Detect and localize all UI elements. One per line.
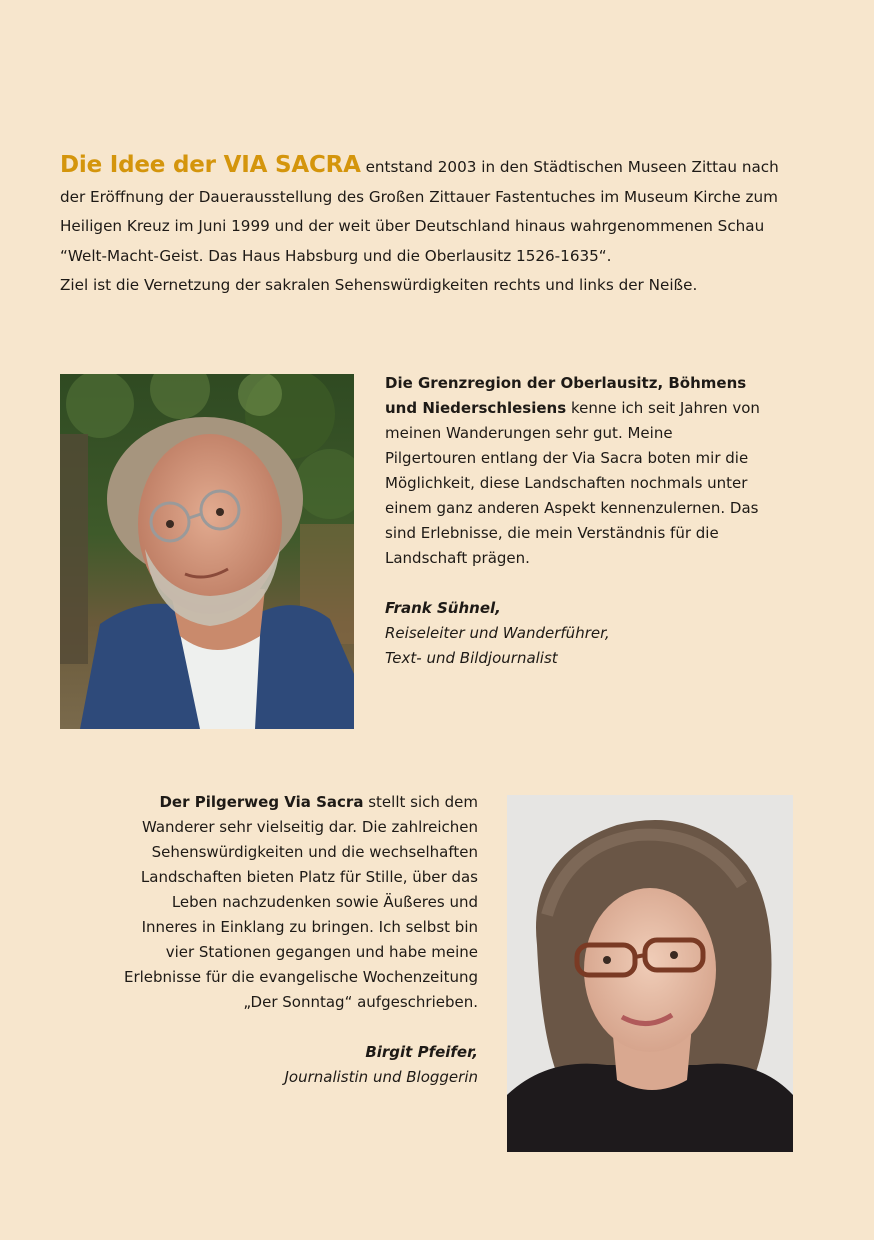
- intro-text: entstand 2003 in den Städtischen Museen Zittau nach der Eröffnung der Dauerausstellung des Großen Zittauer Fastentuches im Museum Kirche zum Heiligen Kreuz im Juni 1999 und der weit über Deutschland hinaus wahrgenommenen Schau “Welt-Macht-Geist. Das Haus Habsburg und die Oberlausitz 1526-1635“.: [60, 158, 779, 265]
- testimonial-1-role-line2: Text- und Bildjournalist: [385, 649, 558, 667]
- testimonial-1-author: Frank Sühnel,: [385, 599, 501, 617]
- testimonial-2-author: Birgit Pfeifer,: [365, 1043, 478, 1061]
- intro-section: [60, 151, 805, 301]
- testimonial-2-text: stellt sich dem Wanderer sehr vielseitig dar. Die zahlreichen Sehenswürdigkeiten und die wechselhaften Landschaften bieten Platz für Stille, über das Leben nachzudenken sowie Äußeres und Inneres in Einklang zu bringen. Ich selbst bin vier Stationen gegangen und habe meine Erlebnisse für die evangelische Wochenzeitung „Der Sonntag“ aufgeschrieben.: [123, 793, 478, 1011]
- intro-goal: Ziel ist die Vernetzung der sakralen Sehenswürdigkeiten rechts und links der Neiße.: [60, 276, 698, 294]
- intro-heading: Die Idee der VIA SACRA: [60, 152, 361, 178]
- testimonial-2-role: Journalistin und Bloggerin: [284, 1068, 478, 1086]
- testimonial-1-role-line1: Reiseleiter und Wanderführer,: [385, 624, 610, 642]
- testimonial-2-quote: [120, 790, 478, 1015]
- testimonial-1-quote: [385, 371, 765, 571]
- testimonial-2-highlight: Der Pilgerweg Via Sacra: [159, 793, 364, 811]
- testimonial-frank: [385, 371, 765, 671]
- testimonial-birgit: [120, 790, 478, 1090]
- portrait-birgit-pfeifer: [507, 795, 793, 1152]
- testimonial-1-text: kenne ich seit Jahren von meinen Wanderungen sehr gut. Meine Pilgertouren entlang der Via Sacra boten mir die Möglichkeit, diese Landschaften nochmals unter einem ganz anderen Aspekt kennenzulernen. Das sind Erlebnisse, die mein Verständnis für die Landschaft prägen.: [385, 399, 760, 567]
- testimonial-1-highlight: Die Grenzregion der Oberlausitz, Böhmens und Niederschlesiens: [385, 374, 747, 417]
- intro-paragraph: [60, 151, 805, 271]
- portrait-frank-suehnel: [60, 374, 354, 729]
